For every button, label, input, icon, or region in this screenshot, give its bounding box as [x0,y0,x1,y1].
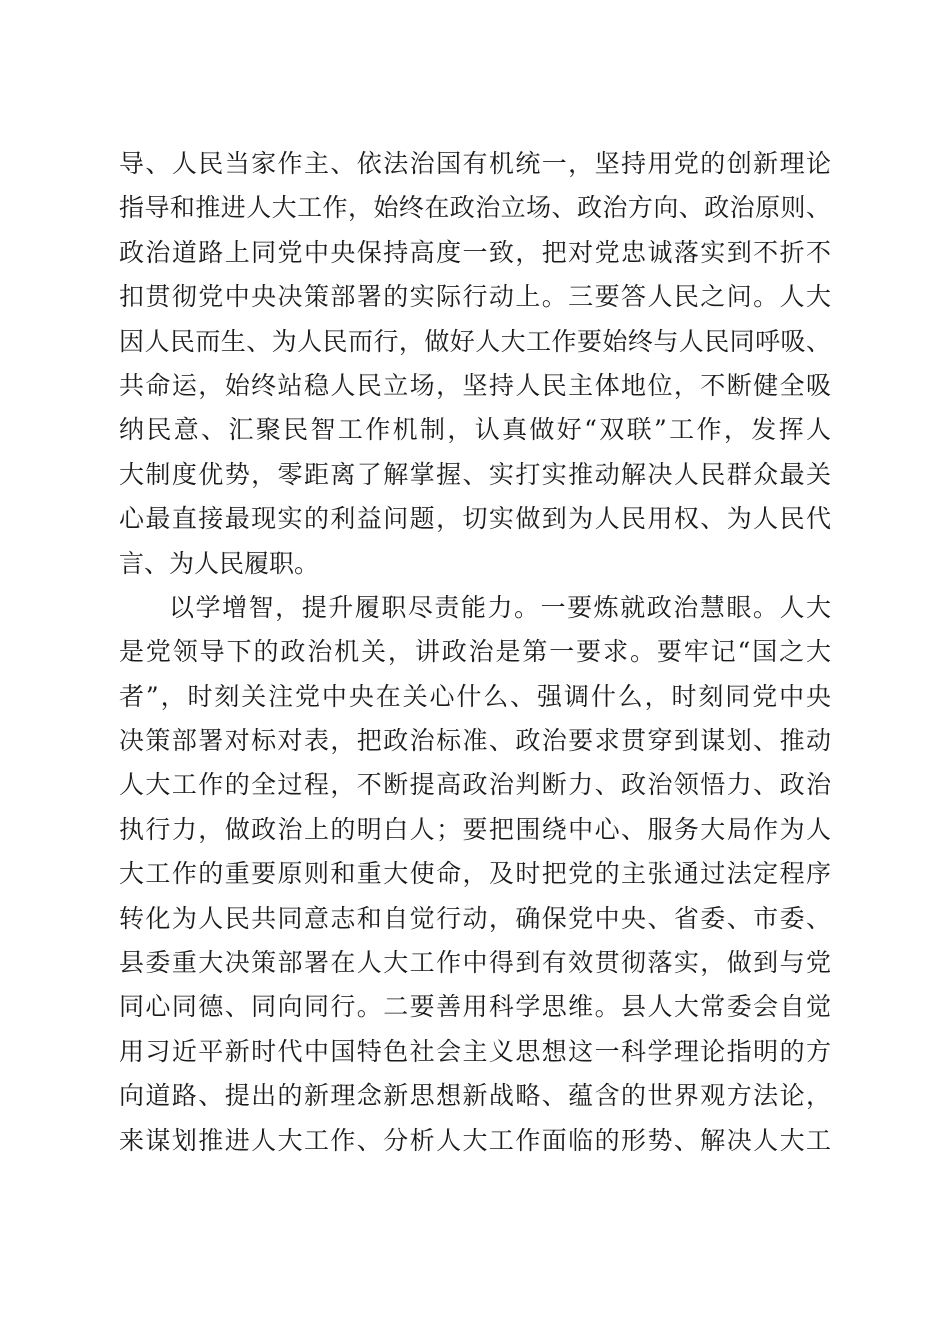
text-line: 政治道路上同党中央保持高度一致，把对党忠诚落实到不折不 [119,237,831,267]
text-line: 扣贯彻党中央决策部署的实际行动上。三要答人民之问。人大 [119,282,831,312]
text-line: 言、为人民履职。 [119,548,320,578]
text-line: 大工作的重要原则和重大使命，及时把党的主张通过法定程序 [119,859,831,889]
text-line: 纳民意、汇聚民智工作机制，认真做好“双联”工作，发挥人 [119,415,831,445]
body-text [119,142,831,1163]
paragraph-first-line: 以学增智，提升履职尽责能力。一要炼就政治慧眼。人大 [169,592,831,622]
text-line: 决策部署对标对表，把政治标准、政治要求贯穿到谋划、推动 [119,726,831,756]
text-line: 县委重大决策部署在人大工作中得到有效贯彻落实，做到与党 [119,948,831,978]
text-line: 转化为人民共同意志和自觉行动，确保党中央、省委、市委、 [119,903,831,933]
text-line: 用习近平新时代中国特色社会主义思想这一科学理论指明的方 [119,1036,831,1066]
text-line: 导、人民当家作主、依法治国有机统一，坚持用党的创新理论 [119,149,831,178]
text-line: 心最直接最现实的利益问题，切实做到为人民用权、为人民代 [119,504,831,534]
text-line: 因人民而生、为人民而行，做好人大工作要始终与人民同呼吸、 [119,326,831,356]
text-line: 执行力，做政治上的明白人；要把围绕中心、服务大局作为人 [119,814,831,844]
text-line: 者”，时刻关注党中央在关心什么、强调什么，时刻同党中央 [119,681,831,711]
text-line: 是党领导下的政治机关，讲政治是第一要求。要牢记“国之大 [119,637,831,667]
text-line: 向道路、提出的新理念新思想新战略、蕴含的世界观方法论， [119,1081,831,1111]
text-line: 同心同德、同向同行。二要善用科学思维。县人大常委会自觉 [119,992,831,1022]
text-line: 大制度优势，零距离了解掌握、实打实推动解决人民群众最关 [119,459,831,489]
text-line: 共命运，始终站稳人民立场，坚持人民主体地位，不断健全吸 [119,370,831,400]
text-line: 来谋划推进人大工作、分析人大工作面临的形势、解决人大工 [119,1125,831,1155]
text-line: 人大工作的全过程，不断提高政治判断力、政治领悟力、政治 [119,770,831,800]
text-line: 指导和推进人大工作，始终在政治立场、政治方向、政治原则、 [119,193,831,223]
